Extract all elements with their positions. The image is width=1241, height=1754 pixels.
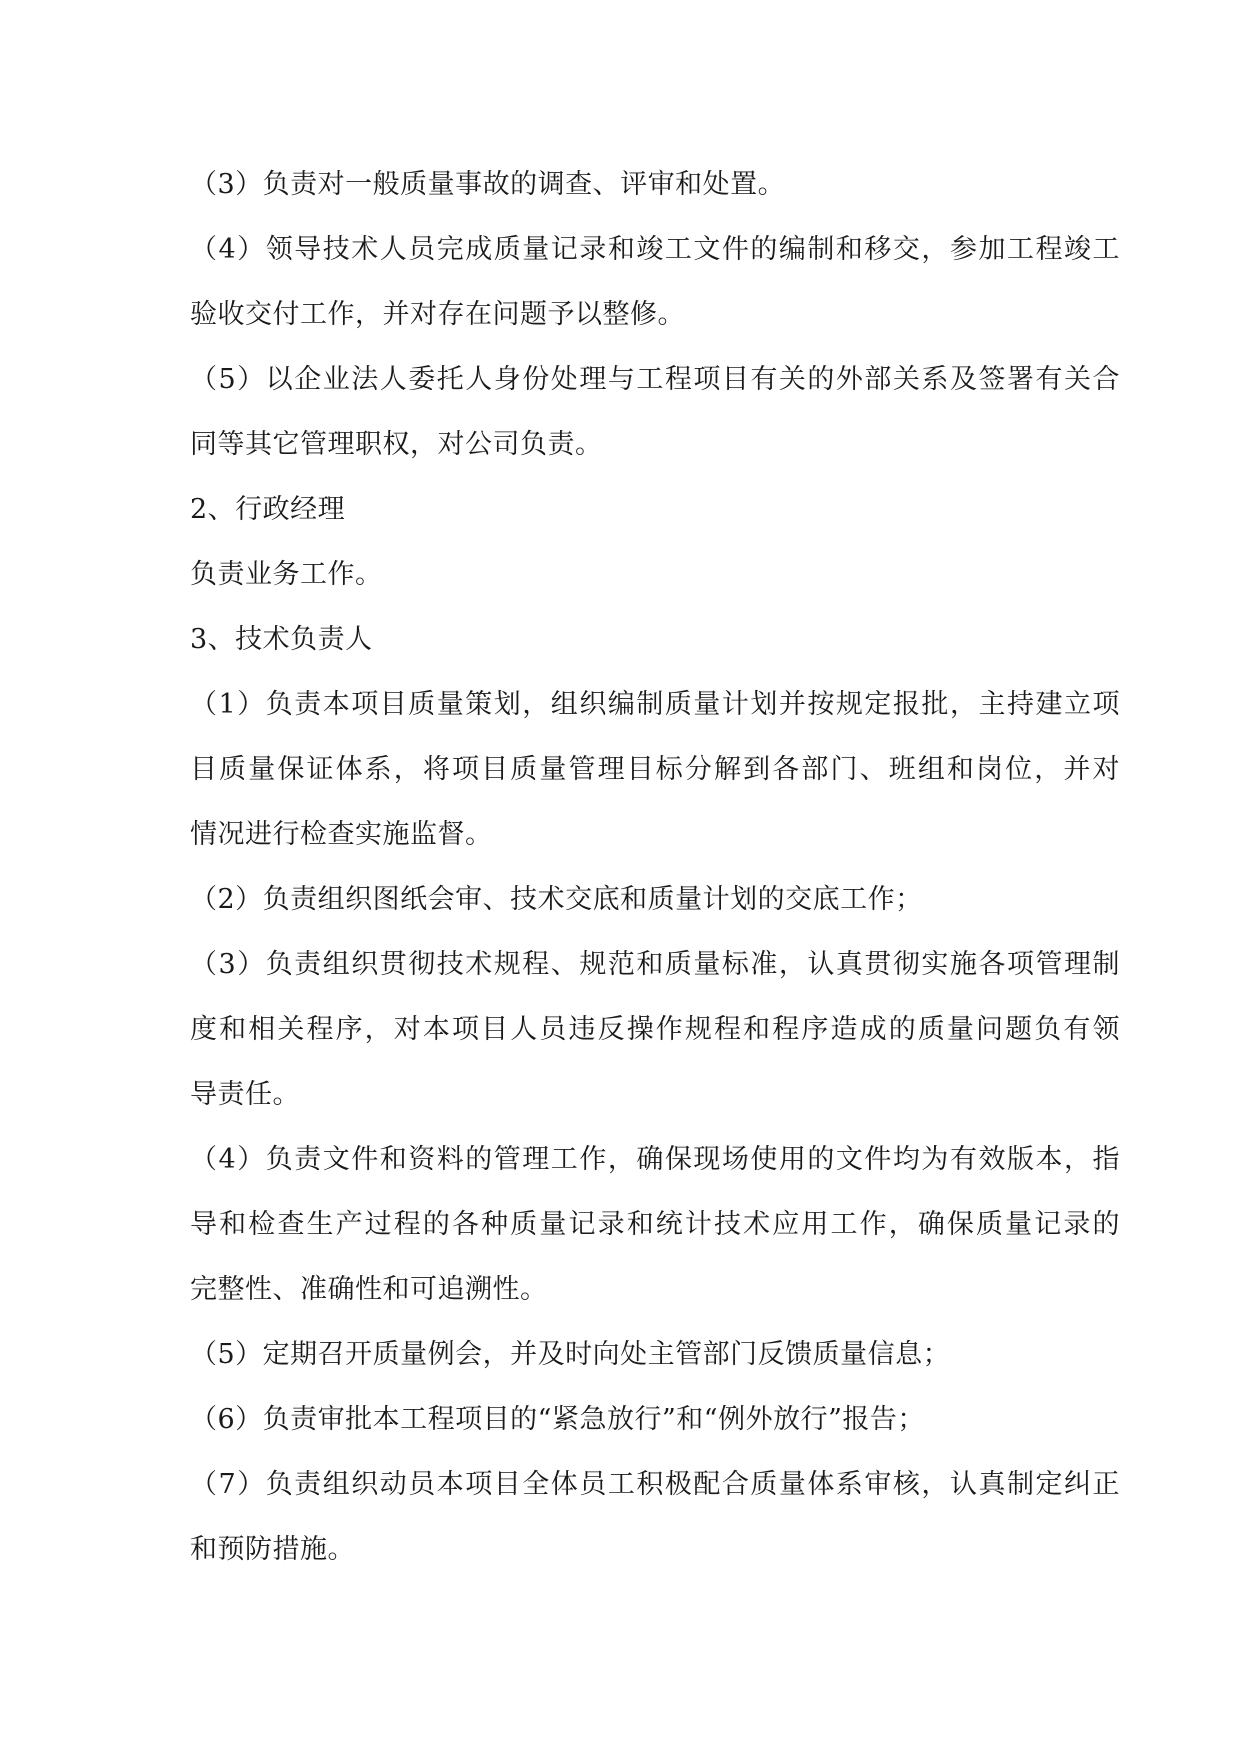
text-line: 导和检查生产过程的各种质量记录和统计技术应用工作，确保质量记录的 [190,1209,1120,1240]
text-line: （6）负责审批本工程项目的“紧急放行”和“例外放行”报告； [190,1404,925,1435]
text-line: 和预防措施。 [190,1534,355,1565]
document-body [190,152,1120,1582]
text-line: （4）负责文件和资料的管理工作，确保现场使用的文件均为有效版本，指 [190,1144,1120,1175]
section-heading: 3、技术负责人 [190,624,373,655]
text-line: 验收交付工作，并对存在问题予以整修。 [190,299,685,330]
text-line: 同等其它管理职权，对公司负责。 [190,429,603,460]
text-line: 负责业务工作。 [190,559,383,590]
text-line: 度和相关程序，对本项目人员违反操作规程和程序造成的质量问题负有领 [190,1014,1120,1045]
text-line: 导责任。 [190,1079,300,1110]
text-line: 目质量保证体系，将项目质量管理目标分解到各部门、班组和岗位，并对 [190,754,1120,785]
text-line: （7）负责组织动员本项目全体员工积极配合质量体系审核，认真制定纠正 [190,1469,1120,1500]
text-line: （4）领导技术人员完成质量记录和竣工文件的编制和移交，参加工程竣工 [190,234,1120,265]
text-line: 情况进行检查实施监督。 [190,819,493,850]
text-line: （2）负责组织图纸会审、技术交底和质量计划的交底工作； [190,884,923,915]
text-line: （1）负责本项目质量策划，组织编制质量计划并按规定报批，主持建立项 [190,689,1120,720]
text-line: 完整性、准确性和可追溯性。 [190,1274,548,1305]
text-line: （5）以企业法人委托人身份处理与工程项目有关的外部关系及签署有关合 [190,364,1120,395]
text-line: （5）定期召开质量例会，并及时向处主管部门反馈质量信息； [190,1339,951,1370]
section-heading: 2、行政经理 [190,494,346,525]
text-line: （3）负责对一般质量事故的调查、评审和处置。 [190,169,786,200]
text-line: （3）负责组织贯彻技术规程、规范和质量标准，认真贯彻实施各项管理制 [190,949,1120,980]
